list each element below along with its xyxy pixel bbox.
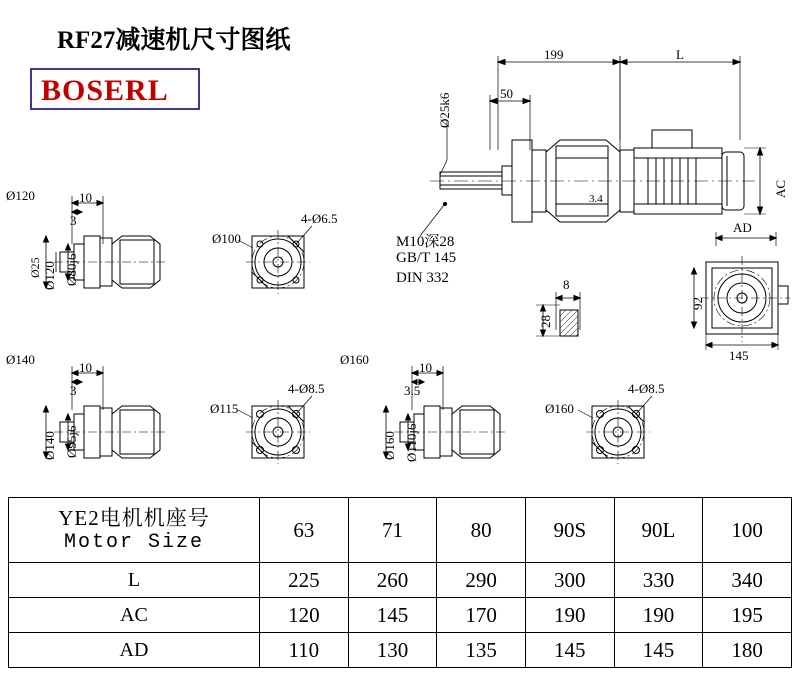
- cell-l-71: 260: [348, 563, 437, 598]
- row-label-ad: AD: [9, 633, 260, 668]
- flange160-dim-a-label: 10: [419, 360, 432, 375]
- table-row: [9, 633, 792, 668]
- flange140-holes-label: 4-Ø8.5: [288, 381, 325, 396]
- flange160-dia-top-label: Ø160: [340, 352, 369, 367]
- flange140-dim-b-label: 3: [70, 383, 77, 398]
- table-header-cell: [9, 498, 260, 563]
- cell-ac-100: 195: [703, 598, 792, 633]
- motor-size-90s: 90S: [525, 498, 614, 563]
- flange120-shaft-label: Ø25: [28, 257, 42, 278]
- flange120-hub-label: Ø80j6: [64, 253, 79, 286]
- flange140-dia-top-label: Ø140: [6, 352, 35, 367]
- flange140-pcd-label: Ø115: [210, 401, 239, 416]
- shaft-dia-label: Ø25k6: [437, 92, 452, 128]
- logo-text: BOSERL: [41, 74, 169, 107]
- dim-199-label: 199: [544, 47, 564, 62]
- motor-size-90l: 90L: [614, 498, 703, 563]
- flange160-hub-label: Ø110j6: [404, 423, 419, 462]
- cell-ad-90s: 145: [525, 633, 614, 668]
- cell-l-90l: 330: [614, 563, 703, 598]
- ad-label: AD: [733, 220, 752, 235]
- spec-table: [8, 497, 792, 668]
- flange120-holes-label: 4-Ø6.5: [301, 211, 338, 226]
- cell-ac-90l: 190: [614, 598, 703, 633]
- cell-l-90s: 300: [525, 563, 614, 598]
- motor-size-71: 71: [348, 498, 437, 563]
- table-row: [9, 598, 792, 633]
- dim-92-label: 92: [690, 297, 705, 310]
- cell-ad-63: 110: [260, 633, 349, 668]
- cell-ad-71: 130: [348, 633, 437, 668]
- motor-size-63: 63: [260, 498, 349, 563]
- page-title: RF27减速机尺寸图纸: [57, 27, 291, 54]
- flange160-dim-b-label: 3.5: [404, 383, 421, 398]
- row-label-l: L: [9, 563, 260, 598]
- cell-ad-90l: 145: [614, 633, 703, 668]
- flange160-dia-label: Ø160: [382, 431, 397, 460]
- flange120-dia-top-label: Ø120: [6, 188, 35, 203]
- table-header-row: [9, 498, 792, 563]
- cell-ad-100: 180: [703, 633, 792, 668]
- table-header-cn: YE2电机机座号: [58, 506, 210, 531]
- flange160-pcd-label: Ø160: [545, 401, 574, 416]
- flange120-dia-label: Ø120: [42, 261, 57, 290]
- cell-l-100: 340: [703, 563, 792, 598]
- flange140-hub-label: Ø95j6: [64, 425, 79, 458]
- motor-size-100: 100: [703, 498, 792, 563]
- keyway-depth-label: 3.4: [589, 193, 603, 205]
- table-row: [9, 563, 792, 598]
- thread-note-1: M10深28: [396, 234, 455, 250]
- thread-note-3: DIN 332: [396, 270, 449, 286]
- table-header-en: Motor Size: [63, 530, 205, 554]
- thread-note-2: GB/T 145: [396, 250, 457, 266]
- cell-l-80: 290: [437, 563, 526, 598]
- cell-ac-80: 170: [437, 598, 526, 633]
- cell-ac-90s: 190: [525, 598, 614, 633]
- motor-size-80: 80: [437, 498, 526, 563]
- cell-ac-71: 145: [348, 598, 437, 633]
- key-length-label: 28: [538, 315, 553, 328]
- key-width-label: 8: [563, 277, 570, 292]
- dim-50-label: 50: [500, 86, 513, 101]
- flange120-dim-a-label: 10: [79, 190, 92, 205]
- dim-L-label: L: [676, 47, 684, 62]
- flange140-dia-label: Ø140: [42, 431, 57, 460]
- dim-145-label: 145: [729, 348, 749, 363]
- ac-label: AC: [773, 179, 788, 198]
- row-label-ac: AC: [9, 598, 260, 633]
- flange140-dim-a-label: 10: [79, 360, 92, 375]
- flange120-pcd-label: Ø100: [212, 231, 241, 246]
- flange120-dim-b-label: 3: [70, 213, 77, 228]
- cell-ac-63: 120: [260, 598, 349, 633]
- cell-l-63: 225: [260, 563, 349, 598]
- cell-ad-80: 135: [437, 633, 526, 668]
- flange160-holes-label: 4-Ø8.5: [628, 381, 665, 396]
